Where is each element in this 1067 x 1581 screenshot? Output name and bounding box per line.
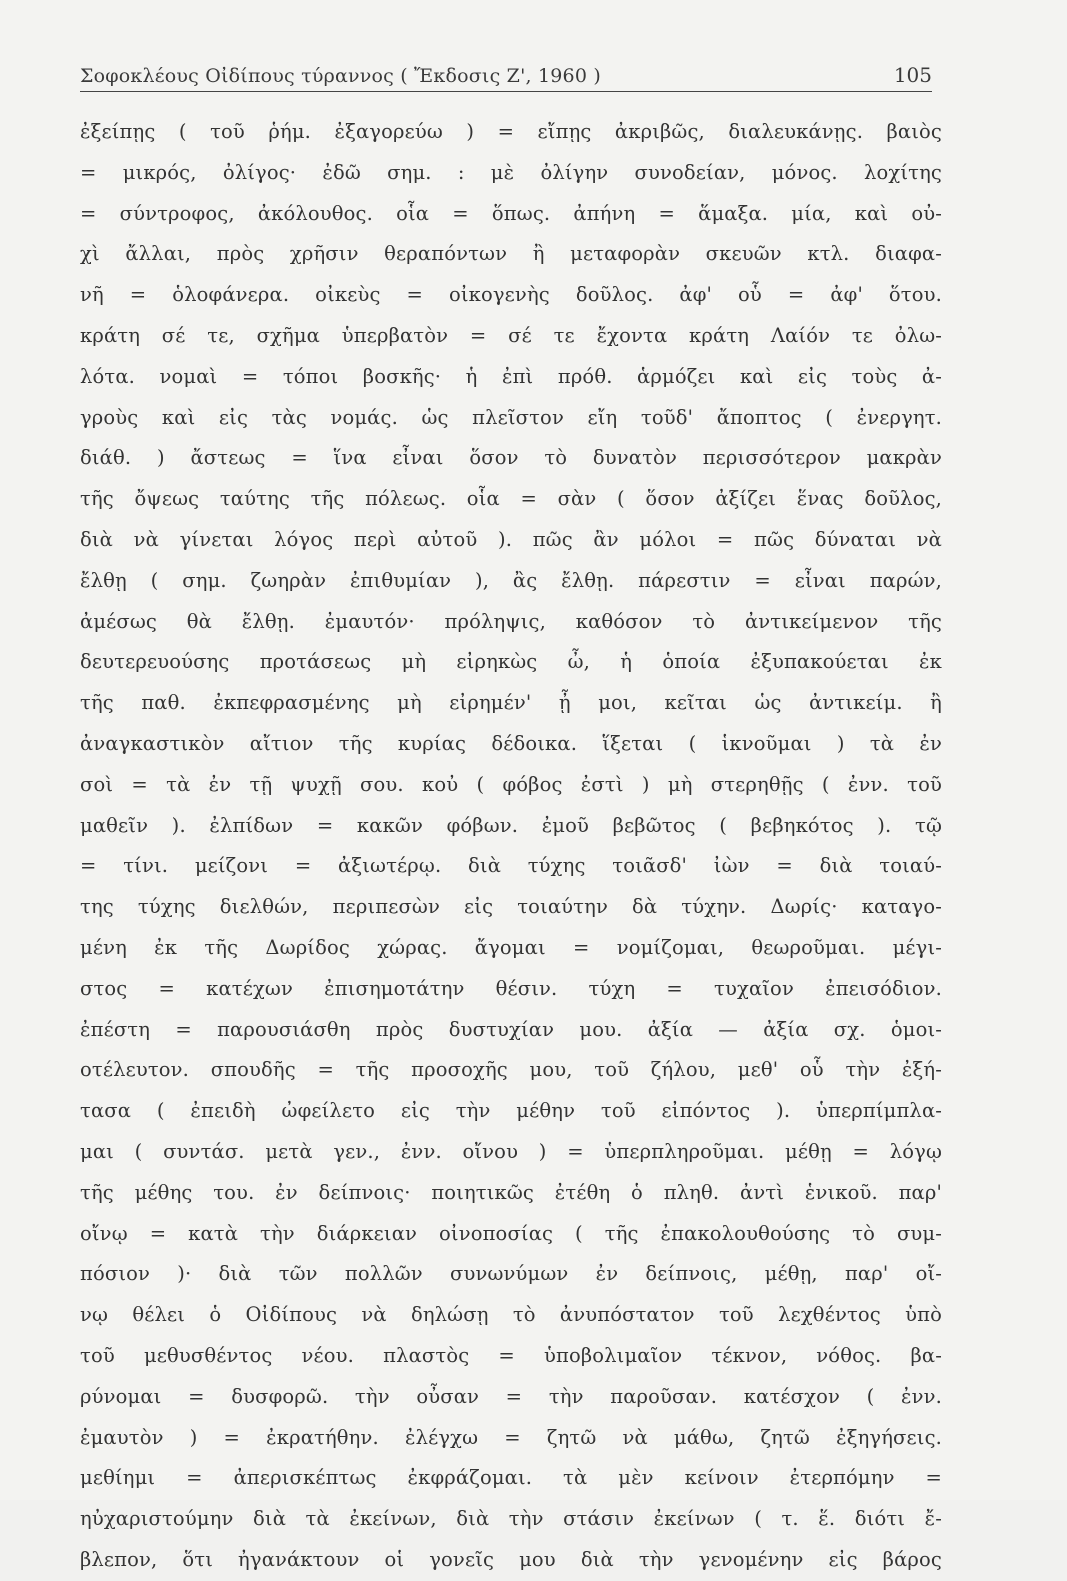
text-line: διὰ νὰ γίνεται λόγος περὶ αὐτοῦ ). πῶς ἂν μόλοι = πῶς δύναται νὰ [80, 527, 942, 551]
text-line: τῆς παθ. ἐκπεφρασμένης μὴ εἰρημέν' ᾖ μοι, κεῖται ὡς ἀντικείμ. ἢ [80, 691, 942, 715]
text-line: οἴνῳ = κατὰ τὴν διάρκειαν οἰνοποσίας ( τῆς ἐπακολουθούσης τὸ συμ- [80, 1221, 942, 1245]
text-line: τῆς μέθης του. ἐν δείπνοις· ποιητικῶς ἐτέθη ὁ πληθ. ἀντὶ ἑνικοῦ. παρ' [80, 1180, 942, 1204]
text-line: μαθεῖν ). ἐλπίδων = κακῶν φόβων. ἐμοῦ βεβῶτος ( βεβηκότος ). τῷ [80, 813, 942, 837]
running-header [80, 56, 932, 92]
text-line: ἔλθῃ ( σημ. ζωηρὰν ἐπιθυμίαν ), ἂς ἔλθῃ. πάρεστιν = εἶναι παρών, [80, 568, 942, 592]
text-line: ρύνομαι = δυσφορῶ. τὴν οὖσαν = τὴν παροῦσαν. κατέσχον ( ἐνν. [80, 1384, 942, 1408]
text-line: λότα. νομαὶ = τόποι βοσκῆς· ἡ ἐπὶ πρόθ. ἁρμόζει καὶ εἰς τοὺς ἀ- [80, 364, 942, 388]
text-line: οτέλευτον. σπουδῆς = τῆς προσοχῆς μου, τοῦ ζήλου, μεθ' οὗ τὴν ἐξή- [80, 1058, 942, 1082]
text-line: νῆ = ὁλοφάνερα. οἰκεὺς = οἰκογενὴς δοῦλος. ἀφ' οὗ = ἀφ' ὅτου. [80, 283, 942, 307]
commentary-text [80, 112, 942, 1581]
text-line: χὶ ἄλλαι, πρὸς χρῆσιν θεραπόντων ἢ μεταφορὰν σκευῶν κτλ. διαφα- [80, 242, 942, 266]
text-line: πόσιον )· διὰ τῶν πολλῶν συνωνύμων ἐν δείπνοις, μέθῃ, παρ' οἴ- [80, 1262, 942, 1286]
text-line: ηὐχαριστούμην διὰ τὰ ἐκείνων, διὰ τὴν στάσιν ἐκείνων ( τ. ἕ. διότι ἔ- [80, 1507, 942, 1531]
text-line: ἐπέστη = παρουσιάσθη πρὸς δυστυχίαν μου. ἀξία — ἀξία σχ. ὁμοι- [80, 1017, 942, 1041]
text-line: τῆς ὄψεως ταύτης τῆς πόλεως. οἷα = σὰν ( ὅσον ἀξίζει ἕνας δοῦλος, [80, 487, 942, 511]
text-line: σοὶ = τὰ ἐν τῇ ψυχῇ σου. κοὐ ( φόβος ἐστὶ ) μὴ στερηθῇς ( ἐνν. τοῦ [80, 772, 942, 796]
running-title: Σοφοκλέους Οἰδίπους τύραννος ( Ἔκδοσις Ζ', 1960 ) [80, 65, 601, 87]
text-line: ἀμέσως θὰ ἔλθῃ. ἐμαυτόν· πρόληψις, καθόσον τὸ ἀντικείμενον τῆς [80, 609, 942, 633]
text-line: κράτη σέ τε, σχῆμα ὑπερβατὸν = σέ τε ἔχοντα κράτη Λαίόν τε ὀλω- [80, 323, 942, 347]
text-line: τασα ( ἐπειδὴ ὠφείλετο εἰς τὴν μέθην τοῦ εἰπόντος ). ὑπερπίμπλα- [80, 1099, 942, 1123]
text-line: νῳ θέλει ὁ Οἰδίπους νὰ δηλώσῃ τὸ ἀνυπόστατον τοῦ λεχθέντος ὑπὸ [80, 1303, 942, 1327]
text-line: διάθ. ) ἄστεως = ἵνα εἶναι ὅσον τὸ δυνατὸν περισσότερον μακρὰν [80, 446, 942, 470]
text-line: μένη ἐκ τῆς Δωρίδος χώρας. ἄγομαι = νομίζομαι, θεωροῦμαι. μέγι- [80, 935, 942, 959]
text-line: ἐξείπῃς ( τοῦ ῥήμ. ἐξαγορεύω ) = εἴπῃς ἀκριβῶς, διαλευκάνῃς. βαιὸς [80, 120, 942, 143]
text-line: της τύχης διελθών, περιπεσὼν εἰς τοιαύτην δὰ τύχην. Δωρίς· καταγο- [80, 895, 942, 919]
text-line: ἀναγκαστικὸν αἴτιον τῆς κυρίας δέδοικα. ἵξεται ( ἱκνοῦμαι ) τὰ ἐν [80, 731, 942, 755]
text-line: βλεπον, ὅτι ἠγανάκτουν οἱ γονεῖς μου διὰ τὴν γενομένην εἰς βάρος [80, 1547, 942, 1571]
text-line: = μικρός, ὀλίγος· ἐδῶ σημ. : μὲ ὀλίγην συνοδείαν, μόνος. λοχίτης [80, 160, 942, 184]
text-line: ἐμαυτὸν ) = ἐκρατήθην. ἐλέγχω = ζητῶ νὰ μάθω, ζητῶ ἐξηγήσεις. [80, 1425, 942, 1449]
text-line: δευτερευούσης προτάσεως μὴ εἰρηκὼς ὦ, ἡ ὁποία ἐξυπακούεται ἐκ [80, 650, 942, 674]
text-line: στος = κατέχων ἐπισημοτάτην θέσιν. τύχη = τυχαῖον ἐπεισόδιον. [80, 976, 942, 1000]
text-line: τοῦ μεθυσθέντος νέου. πλαστὸς = ὑποβολιμαῖον τέκνον, νόθος. βα- [80, 1343, 942, 1367]
text-line: = τίνι. μείζονι = ἀξιωτέρῳ. διὰ τύχης τοιᾶσδ' ἰὼν = διὰ τοιαύ- [80, 854, 942, 878]
text-line: = σύντροφος, ἀκόλουθος. οἷα = ὅπως. ἀπήνη = ἅμαξα. μία, καὶ οὐ- [80, 201, 942, 225]
text-line: γροὺς καὶ εἰς τὰς νομάς. ὡς πλεῖστον εἴη τοῦδ' ἄποπτος ( ἐνεργητ. [80, 405, 942, 429]
text-line: μαι ( συντάσ. μετὰ γεν., ἐνν. οἴνου ) = ὑπερπληροῦμαι. μέθῃ = λόγῳ [80, 1139, 942, 1163]
text-line: μεθίημι = ἀπερισκέπτως ἐκφράζομαι. τὰ μὲν κείνοιν ἐτερπόμην = [80, 1466, 942, 1490]
page-number: 105 [893, 63, 932, 87]
